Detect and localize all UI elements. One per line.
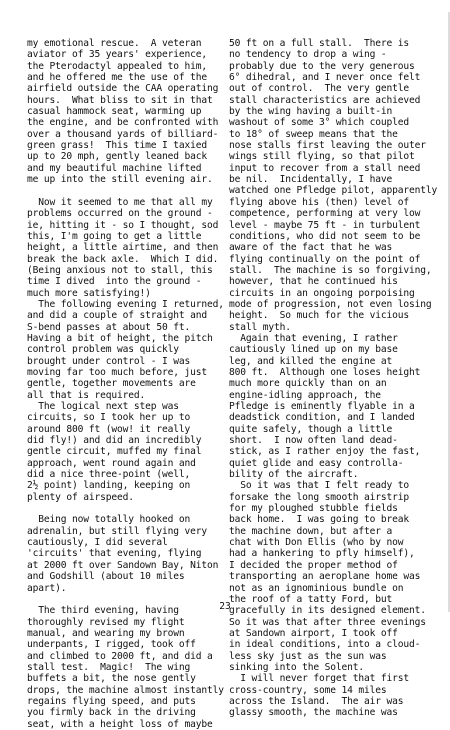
text-line: and Godshill (about 10 miles [27,571,185,583]
text-line: the Pterodactyl appealed to him, [27,60,208,72]
text-line: hours. What bliss to sit in that [27,94,213,106]
text-line: ie, hitting it - so I thought, sod [27,219,219,231]
text-line: much more satisfying!) [27,287,151,299]
text-line: 2½ point) landing, keeping on [27,480,191,492]
text-line: nose stalls first leaving the outer [229,140,426,152]
text-line: for my ploughed stubble fields [229,503,398,515]
text-line: by the wing having a built-in [229,106,393,118]
text-line: stall characteristics are achieved [229,94,421,106]
text-line: and my beautiful machine lifted [27,162,202,174]
text-line: underpants, I rigged, took off [27,639,196,651]
text-line: height. So much for the vicious [229,310,410,322]
text-line: engine-idling approach, the [229,389,381,401]
text-line: circuits in an ongoing porpoising [229,287,415,299]
text-line: watched one Pfledge pilot, apparently [229,185,438,197]
text-line: gracefully in its designed element. [229,605,426,617]
text-line: you firmly back in the driving [27,707,196,719]
text-line: stall myth. [229,321,291,333]
text-line: over a thousand yards of billiard- [27,128,219,140]
page-number: 23 [219,601,231,612]
text-line: did fly!) and did an incredibly [27,435,202,447]
text-line: at Sandown airport, I took off [229,627,398,639]
text-line: the roof of a tatty Ford, but [229,593,393,605]
text-line: aviator of 35 years' experience, [27,49,208,61]
text-line: The following evening I returned, [27,298,224,310]
text-line: probably due to the very generous [229,60,415,72]
text-line: 6° dihedral, and I never once felt [229,72,421,84]
text-line: chat with Don Ellis (who by now [229,537,404,549]
text-line: level - maybe 75 ft - in turbulent [229,219,421,231]
right-column [229,38,439,719]
text-line: back home. I was going to break [229,514,410,526]
text-line: green grass! This time I taxied [27,140,208,152]
text-line: me up into the still evening air. [27,174,213,186]
text-line: break the back axle. Which I did. [27,253,219,265]
text-line: regains flying speed, and puts [27,695,196,707]
text-line: Being now totally hooked on [27,514,191,526]
text-line: less sky just as the sun was [229,650,387,662]
text-line: stick, as I rather enjoy the fast, [229,446,421,458]
text-line: out of control. The very gentle [229,83,410,95]
text-line: transporting an aeroplane home was [229,571,421,583]
text-line: at 2000 ft over Sandown Bay, Niton [27,559,219,571]
text-line: mode of progression, not even losing [229,298,432,310]
text-line: the engine, and be confronted with [27,117,219,129]
text-line: The third evening, having [27,605,179,617]
text-line: moving far too much before, just [27,366,208,378]
text-line: stall. The machine is so forgiving, [229,264,432,276]
text-line: in ideal conditions, into a cloud- [229,639,421,651]
text-line: airfield outside the CAA operating [27,83,219,95]
text-line: Now it seemed to me that all my [27,196,213,208]
text-line: Again that evening, I rather [229,332,398,344]
text-line: did a nice three-point (well, [27,469,191,481]
left-column [27,38,223,730]
text-line: washout of some 3° which coupled [229,117,410,129]
text-line: glassy smooth, the machine was [229,707,398,719]
text-line: Pfledge is eminently flyable in a [229,401,415,412]
text-line: and did a couple of straight and [27,310,208,322]
text-line: to 18° of sweep means that the [229,128,398,140]
text-line: gentle, together movements are [27,378,196,390]
text-line: across the Island. The air was [229,695,404,707]
text-line: much more quickly than on an [229,378,387,390]
text-line: circuits, so I took her up to [27,412,191,424]
text-line: input to recover from a stall need [229,162,421,174]
text-line: height, a little airtime, and then [27,242,219,254]
text-line: I will never forget that first [229,673,410,685]
text-line: the machine down, but after a [229,525,393,537]
text-line: drops, the machine almost instantly [27,684,224,696]
text-line: brought under control - I was [27,355,191,367]
text-line: (Being anxious not to stall, this [27,264,213,276]
text-line: adrenalin, but still flying very [27,525,208,537]
text-line: seat, with a height loss of maybe [27,718,213,730]
text-line: quite safely, though a little [229,423,393,435]
text-line: had a hankering to pfly himself), [229,548,415,560]
text-line: short. I now often land dead- [229,435,398,447]
text-line [27,185,223,196]
text-line: this, I'm going to get a little [27,230,202,242]
text-line: wings still flying, so that pilot [229,151,415,163]
text-line: up to 20 mph, gently leaned back [27,151,208,163]
text-line: conditions, who did not seem to be [229,230,421,242]
text-line: thoroughly revised my flight [27,616,185,628]
text-line: and climbed to 2000 ft, and did a [27,650,213,662]
text-line: cross-country, some 14 miles [229,684,387,696]
text-line: I decided the proper method of [229,559,398,571]
text-line: however, that he continued his [229,276,398,288]
text-line: Having a bit of height, the pitch [27,332,213,344]
text-line [27,503,223,514]
text-line: The logical next step was [27,401,179,412]
text-line: sinking into the Solent. [229,661,365,673]
text-line: competence, performing at very low [229,208,421,220]
text-line: flying above his (then) level of [229,196,410,208]
text-line: deadstick condition, and I landed [229,412,415,424]
text-line: So it was that I felt ready to [229,480,410,492]
text-line: So it was that after three evenings [229,616,426,628]
text-line: apart). [27,582,67,594]
text-line: 'circuits' that evening, flying [27,548,202,560]
text-line: not as an ignominious bundle on [229,582,404,594]
text-line: be nil. Incidentally, I have [229,174,393,186]
text-line: problems occurred on the ground - [27,208,213,220]
text-line: casual hammock seat, warming up [27,106,202,118]
text-line: 50 ft on a full stall. There is [229,38,410,49]
text-line: stall test. Magic! The wing [27,661,191,673]
text-line: control problem was quickly [27,344,179,356]
text-line: aware of the fact that he was [229,242,393,254]
text-line: bility of the aircraft. [229,469,359,481]
text-line: approach, went round again and [27,457,196,469]
text-line: all that is required. [27,389,146,401]
text-line: my emotional rescue. A veteran [27,38,202,49]
text-line: and he offered me the use of the [27,72,208,84]
text-line: S-bend passes at about 50 ft. [27,321,191,333]
text-line: around 800 ft (wow! it really [27,423,191,435]
text-line: buffets a bit, the nose gently [27,673,196,685]
text-line: leg, and killed the engine at [229,355,393,367]
text-line: plenty of airspeed. [27,491,134,503]
text-line: forsake the long smooth airstrip [229,491,410,503]
text-line: flying continually on the point of [229,253,421,265]
text-line: gentle circuit, muffed my final [27,446,202,458]
text-line: 800 ft. Although one loses height [229,366,421,378]
text-line: no tendency to drop a wing - [229,49,387,61]
text-line: cautiously, I did several [27,537,168,549]
text-line: cautiously lined up on my base [229,344,398,356]
text-line: time I dived into the ground - [27,276,202,288]
text-line: quiet glide and easy controlla- [229,457,404,469]
text-line: manual, and wearing my brown [27,627,185,639]
